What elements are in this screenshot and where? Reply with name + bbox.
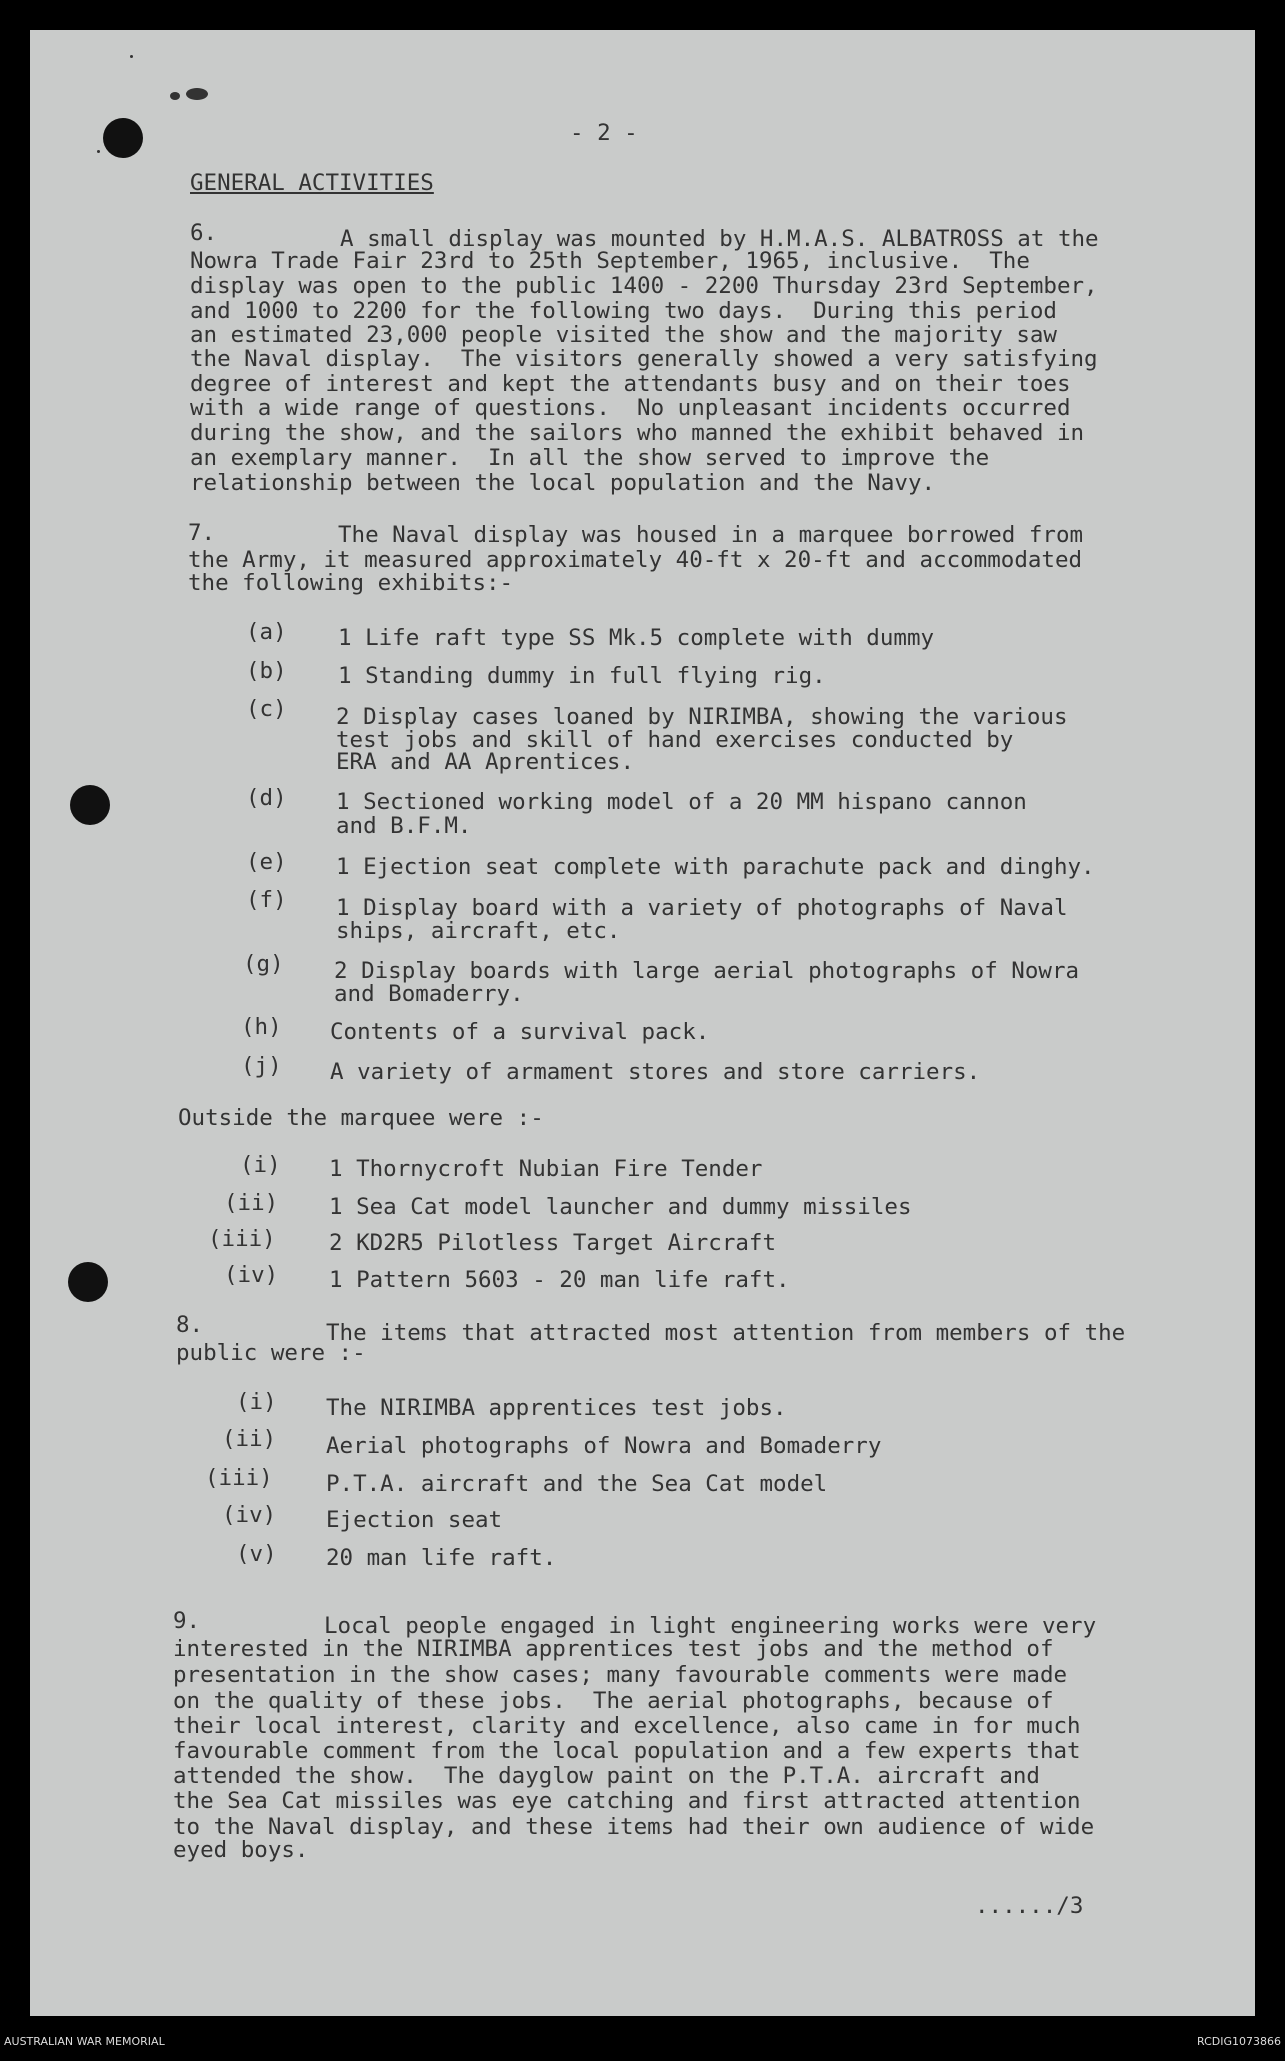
list-item: 1 Sectioned working model of a 20 MM hispano cannon: [336, 789, 1027, 815]
paragraph-line: relationship between the local population and the Navy.: [190, 470, 936, 496]
list-item: A variety of armament stores and store carriers.: [330, 1059, 981, 1085]
paragraph-line: the Sea Cat missiles was eye catching and first attracted attention: [173, 1788, 1081, 1814]
paragraph-line: with a wide range of questions. No unpleasant incidents occurred: [190, 395, 1071, 421]
paragraph-number: 7.: [188, 520, 216, 546]
list-item: and B.F.M.: [336, 813, 472, 839]
list-label: (i): [236, 1389, 277, 1415]
paragraph-line: the following exhibits:-: [188, 570, 514, 596]
list-label: (j): [241, 1053, 282, 1079]
paragraph-line: an estimated 23,000 people visited the show and the majority saw: [190, 322, 1057, 348]
list-item: 20 man life raft.: [326, 1545, 557, 1571]
paragraph-line: favourable comment from the local population and a few experts that: [173, 1738, 1081, 1764]
paragraph-line: the Army, it measured approximately 40-ft x 20-ft and accommodated: [188, 547, 1083, 573]
punch-hole: [103, 118, 143, 158]
list-item: Ejection seat: [326, 1507, 503, 1533]
list-item: 1 Sea Cat model launcher and dummy missiles: [329, 1194, 912, 1220]
paragraph-line: on the quality of these jobs. The aerial photographs, because of: [173, 1688, 1054, 1714]
paragraph-line: eyed boys.: [173, 1837, 309, 1863]
list-item: and Bomaderry.: [334, 981, 524, 1007]
paragraph-line: their local interest, clarity and excellence, also came in for much: [173, 1713, 1081, 1739]
list-item: ERA and AA Aprentices.: [336, 749, 635, 775]
continuation-marker: ....../3: [975, 1893, 1084, 1919]
archive-id: RCDIG1073866: [1196, 2035, 1281, 2048]
list-label: (i): [240, 1152, 281, 1178]
ink-speck: [170, 92, 180, 100]
paragraph-number: 9.: [173, 1608, 201, 1634]
paragraph-line: Nowra Trade Fair 23rd to 25th September, 1965, inclusive. The: [190, 248, 1030, 274]
ink-speck: [97, 150, 100, 153]
paragraph-line: The Naval display was housed in a marquee borrowed from: [338, 522, 1084, 548]
list-label: (ii): [224, 1190, 279, 1216]
list-label: (c): [246, 696, 287, 722]
paragraph-line: degree of interest and kept the attendants busy and on their toes: [190, 371, 1071, 397]
paragraph-line: Local people engaged in light engineering works were very: [324, 1613, 1097, 1639]
paragraph-line: The items that attracted most attention from members of the: [326, 1320, 1126, 1346]
list-label: (iv): [222, 1502, 277, 1528]
list-item: The NIRIMBA apprentices test jobs.: [326, 1395, 787, 1421]
list-label: (a): [246, 619, 287, 645]
list-label: (d): [246, 785, 287, 811]
list-item: 1 Thornycroft Nubian Fire Tender: [329, 1156, 763, 1182]
list-item: ships, aircraft, etc.: [336, 918, 621, 944]
list-label: (iv): [224, 1262, 279, 1288]
list-label: (iii): [205, 1465, 273, 1491]
list-item: Contents of a survival pack.: [330, 1019, 710, 1045]
list-label: (ii): [222, 1426, 277, 1452]
list-label: (v): [236, 1541, 277, 1567]
list-item: 1 Ejection seat complete with parachute pack and dinghy.: [336, 854, 1095, 880]
list-label: (b): [246, 658, 287, 684]
list-item: 1 Standing dummy in full flying rig.: [338, 663, 826, 689]
ink-speck: [186, 88, 208, 100]
list-item: test jobs and skill of hand exercises conducted by: [336, 727, 1014, 753]
punch-hole: [70, 785, 110, 825]
list-label: (f): [246, 887, 287, 913]
paragraph-number: 6.: [190, 220, 218, 246]
paragraph-line: A small display was mounted by H.M.A.S. ALBATROSS at the: [340, 226, 1099, 252]
paragraph-line: during the show, and the sailors who manned the exhibit behaved in: [190, 420, 1085, 446]
list-item: 1 Life raft type SS Mk.5 complete with dummy: [338, 625, 935, 651]
list-item: 2 Display cases loaned by NIRIMBA, showing the various: [336, 704, 1068, 730]
section-heading: GENERAL ACTIVITIES: [190, 170, 434, 196]
page-number: - 2 -: [570, 120, 638, 146]
list-label: (g): [243, 951, 284, 977]
paragraph-line: an exemplary manner. In all the show served to improve the: [190, 445, 990, 471]
list-label: (iii): [208, 1226, 276, 1252]
paragraph-line: presentation in the show cases; many favourable comments were made: [173, 1662, 1068, 1688]
paragraph-line: attended the show. The dayglow paint on the P.T.A. aircraft and: [173, 1763, 1040, 1789]
paragraph-line: Outside the marquee were :-: [178, 1105, 544, 1131]
paragraph-line: and 1000 to 2200 for the following two days. During this period: [190, 298, 1057, 324]
paragraph-line: to the Naval display, and these items had their own audience of wide: [173, 1814, 1095, 1840]
list-item: P.T.A. aircraft and the Sea Cat model: [326, 1471, 828, 1497]
list-label: (h): [241, 1014, 282, 1040]
paragraph-line: public were :-: [176, 1340, 366, 1366]
list-item: 1 Pattern 5603 - 20 man life raft.: [329, 1267, 790, 1293]
punch-hole: [68, 1262, 108, 1302]
paragraph-line: interested in the NIRIMBA apprentices test jobs and the method of: [173, 1636, 1054, 1662]
ink-speck: [130, 55, 133, 58]
list-item: 2 KD2R5 Pilotless Target Aircraft: [329, 1230, 777, 1256]
list-item: 2 Display boards with large aerial photographs of Nowra: [334, 958, 1080, 984]
paragraph-line: the Naval display. The visitors generally showed a very satisfying: [190, 346, 1098, 372]
archive-credit: AUSTRALIAN WAR MEMORIAL: [4, 2035, 165, 2048]
list-label: (e): [246, 849, 287, 875]
paragraph-number: 8.: [176, 1312, 204, 1338]
paragraph-line: display was open to the public 1400 - 2200 Thursday 23rd September,: [190, 273, 1098, 299]
list-item: 1 Display board with a variety of photographs of Naval: [336, 895, 1068, 921]
list-item: Aerial photographs of Nowra and Bomaderry: [326, 1433, 882, 1459]
